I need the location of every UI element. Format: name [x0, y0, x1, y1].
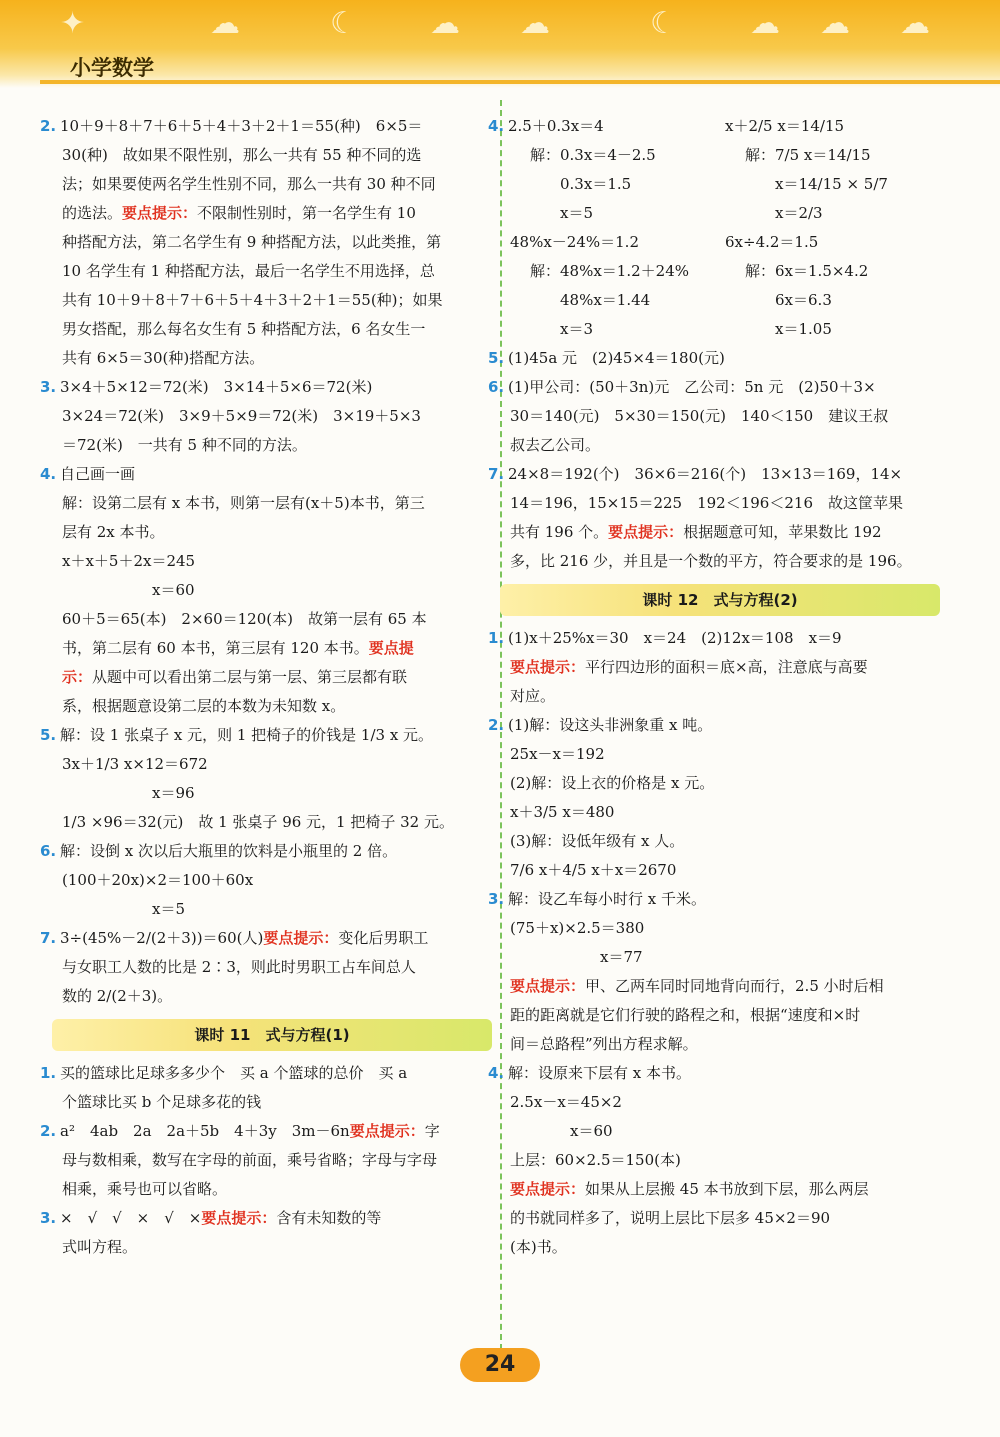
- page-header: [0, 0, 1000, 88]
- answer-text: (1)x＋25%x＝30 x＝24 (2)12x＝108 x＝9: [508, 629, 842, 647]
- answer-line: [488, 624, 940, 653]
- answer-line: [40, 373, 492, 402]
- answer-line: [62, 634, 492, 663]
- tip-text: 变化后男职工: [338, 929, 429, 947]
- answer-line: [40, 924, 492, 953]
- answer-line: [510, 653, 940, 682]
- answer-line: [510, 1001, 940, 1030]
- answer-line: [62, 344, 492, 373]
- answer-text: 上层：60×2.5＝150(本): [510, 1151, 681, 1169]
- question-number: 4.: [488, 1064, 505, 1082]
- page-number: 24: [460, 1348, 540, 1382]
- answer-line: [510, 402, 940, 431]
- equation-line: [725, 315, 940, 344]
- answer-text: x＝96: [152, 784, 195, 802]
- answer-text: 30＝140(元) 5×30＝150(元) 140＜150 建议王叔: [510, 407, 889, 425]
- key-tip-label: 要点提示：: [510, 977, 586, 995]
- answer-text: 解：设乙车每小时行 x 千米。: [508, 890, 706, 908]
- equation-line: [725, 141, 940, 170]
- header-rule: [40, 80, 1000, 84]
- cloud-icon: ☁: [210, 6, 240, 41]
- answer-text: a² 4ab 2a 2a＋5b 4＋3y 3m－6n: [60, 1122, 350, 1140]
- equation-step: 2.5＋0.3x＝4: [508, 117, 604, 135]
- answer-line: [510, 1030, 940, 1059]
- answer-text: 7/6 x＋4/5 x＋x＝2670: [510, 861, 677, 879]
- answer-text: 式叫方程。: [62, 1238, 138, 1256]
- key-tip-label: 要点提: [368, 639, 414, 657]
- answer-text: (本)书。: [510, 1238, 567, 1256]
- equation-grid-top: [488, 112, 940, 228]
- equation-step: x＝3: [560, 320, 594, 338]
- answer-text: (100＋20x)×2＝100＋60x: [62, 871, 254, 889]
- equation-line: [725, 112, 940, 141]
- answer-line: [62, 199, 492, 228]
- answer-text: (1)解：设这头非洲象重 x 吨。: [508, 716, 713, 734]
- answer-line: [488, 885, 940, 914]
- equation-step: x＝1.05: [775, 320, 832, 338]
- equation-step: 解：7/5 x＝14/15: [745, 146, 871, 164]
- question-number: 7.: [488, 465, 505, 483]
- subject-title: 小学数学: [70, 56, 154, 80]
- answer-line: [510, 1233, 940, 1262]
- answer-text: (1)甲公司：(50＋3n)元 乙公司：5n 元 (2)50＋3×: [508, 378, 876, 396]
- answer-line: [62, 692, 492, 721]
- answer-text: 层有 2x 本书。: [62, 523, 165, 541]
- answer-text: 距的距离就是它们行驶的路程之和，根据“速度和×时: [510, 1006, 861, 1024]
- question-number: 6.: [40, 842, 57, 860]
- answer-line: [62, 1175, 492, 1204]
- answer-line: [510, 798, 940, 827]
- answer-line: [62, 663, 492, 692]
- answer-line: [510, 914, 940, 943]
- equation-line: [725, 257, 940, 286]
- equation-block-4b: [725, 112, 940, 228]
- equation-block-4a: [488, 112, 725, 228]
- answer-text: 间＝总路程”列出方程求解。: [510, 1035, 698, 1053]
- equation-step: 解：6x＝1.5×4.2: [745, 262, 869, 280]
- answer-text: 14＝196，15×15＝225 192＜196＜216 故这筐苹果: [510, 494, 903, 512]
- equation-step: 48%x＝1.44: [560, 291, 651, 309]
- answer-text: x＋3/5 x＝480: [510, 803, 615, 821]
- answer-line: [510, 856, 940, 885]
- answer-line: [62, 170, 492, 199]
- answer-text: 共有 10＋9＋8＋7＋6＋5＋4＋3＋2＋1＝55(种)；如果: [62, 291, 443, 309]
- answer-line: [62, 982, 492, 1011]
- tip-text: 不限制性别时，第一名学生有 10: [197, 204, 416, 222]
- key-tip-label: 要点提示：: [349, 1122, 425, 1140]
- answer-line: [510, 972, 940, 1001]
- question-number: 4.: [488, 117, 505, 135]
- answer-text: 与女职工人数的比是 2∶3，则此时男职工占车间总人: [62, 958, 416, 976]
- answer-line: [62, 779, 492, 808]
- answer-text: 书，第二层有 60 本书，第三层有 120 本书。: [62, 639, 369, 657]
- answer-line: [62, 1088, 492, 1117]
- answer-text: 10＋9＋8＋7＋6＋5＋4＋3＋2＋1＝55(种) 6×5＝: [60, 117, 423, 135]
- answer-text: 解：设 1 张桌子 x 元，则 1 把椅子的价钱是 1/3 x 元。: [60, 726, 434, 744]
- answer-text: 1/3 ×96＝32(元) 故 1 张桌子 96 元，1 把椅子 32 元。: [62, 813, 454, 831]
- moon-icon: ☾: [650, 6, 677, 41]
- tip-text: 从题中可以看出第二层与第一层、第三层都有联: [92, 668, 408, 686]
- answer-line: [62, 1233, 492, 1262]
- answer-text: 3x＋1/3 x×12＝672: [62, 755, 208, 773]
- equation-step: x＝14/15 × 5/7: [775, 175, 888, 193]
- answer-line: [62, 576, 492, 605]
- answer-text: 60＋5＝65(本) 2×60＝120(本) 故第一层有 65 本: [62, 610, 427, 628]
- answer-line: [62, 431, 492, 460]
- question-number: 6.: [488, 378, 505, 396]
- answer-text: 自己画一画: [60, 465, 136, 483]
- equation-step: 6x＝6.3: [775, 291, 832, 309]
- answer-text: (75＋x)×2.5＝380: [510, 919, 645, 937]
- answer-text: 解：设倒 x 次以后大瓶里的饮料是小瓶里的 2 倍。: [60, 842, 398, 860]
- question-number: 5.: [488, 349, 505, 367]
- answer-text: 24×8＝192(个) 36×6＝216(个) 13×13＝169，14×: [508, 465, 903, 483]
- answer-line: [62, 895, 492, 924]
- equation-line: [510, 141, 725, 170]
- lesson-banner: 课时 12 式与方程(2): [500, 584, 940, 616]
- answer-text: ＝72(米) 一共有 5 种不同的方法。: [62, 436, 307, 454]
- answer-line: [62, 953, 492, 982]
- tip-text: 根据题意可知，苹果数比 192: [683, 523, 882, 541]
- right-answers: [488, 344, 940, 1262]
- answer-text: 法；如果要使两名学生性别不同，那么一共有 30 种不同: [62, 175, 436, 193]
- answer-line: [62, 228, 492, 257]
- answer-line: [40, 721, 492, 750]
- answer-line: [488, 460, 940, 489]
- answer-line: [40, 112, 492, 141]
- question-number: 3.: [40, 378, 57, 396]
- key-tip-label: 要点提示：: [510, 1180, 586, 1198]
- right-column: [488, 112, 940, 1262]
- equation-line: [510, 170, 725, 199]
- key-tip-label: 要点提示：: [510, 658, 586, 676]
- answer-text: 多，比 216 少，并且是一个数的平方，符合要求的是 196。: [510, 552, 912, 570]
- answer-line: [510, 547, 940, 576]
- answer-line: [62, 286, 492, 315]
- answer-line: [510, 1146, 940, 1175]
- equation-line: [510, 286, 725, 315]
- answer-line: [62, 315, 492, 344]
- answer-text: 叔去乙公司。: [510, 436, 601, 454]
- question-number: 5.: [40, 726, 57, 744]
- equation-step: 6x÷4.2＝1.5: [725, 233, 819, 251]
- equation-line: [725, 286, 940, 315]
- answer-text: 解：设原来下层有 x 本书。: [508, 1064, 691, 1082]
- answer-line: [40, 1059, 492, 1088]
- answer-line: [40, 1117, 492, 1146]
- answer-text: 3×4＋5×12＝72(米) 3×14＋5×6＝72(米): [60, 378, 373, 396]
- question-number: 2.: [488, 716, 505, 734]
- answer-line: [488, 1059, 940, 1088]
- question-number: 1.: [488, 629, 505, 647]
- answer-line: [510, 827, 940, 856]
- equation-step: x＝5: [560, 204, 594, 222]
- question-number: 3.: [488, 890, 505, 908]
- equation-line: [510, 257, 725, 286]
- tip-text: 含有未知数的等: [276, 1209, 382, 1227]
- tip-text: 字: [424, 1122, 440, 1140]
- question-number: 7.: [40, 929, 57, 947]
- answer-text: 对应。: [510, 687, 556, 705]
- star-icon: ✦: [60, 6, 86, 41]
- answer-line: [40, 1204, 492, 1233]
- answer-line: [510, 489, 940, 518]
- equation-step: 0.3x＝1.5: [560, 175, 632, 193]
- equation-step: 解：48%x＝1.2＋24%: [530, 262, 689, 280]
- equation-step: 解：0.3x＝4－2.5: [530, 146, 656, 164]
- key-tip-label: 示：: [62, 668, 93, 686]
- cloud-icon: ☁: [900, 6, 930, 41]
- answer-line: [62, 547, 492, 576]
- answer-line: [62, 1146, 492, 1175]
- answer-line: [488, 373, 940, 402]
- answer-line: [510, 1088, 940, 1117]
- answer-text: 的书就同样多了，说明上层比下层多 45×2＝90: [510, 1209, 831, 1227]
- answer-text: 解：设第二层有 x 本书，则第一层有(x＋5)本书，第三: [62, 494, 425, 512]
- question-number: 2.: [40, 1122, 57, 1140]
- question-number: 4.: [40, 465, 57, 483]
- equation-step: 48%x－24%＝1.2: [510, 233, 639, 251]
- answer-text: 数的 2/(2＋3)。: [62, 987, 173, 1005]
- answer-line: [488, 344, 940, 373]
- key-tip-label: 要点提示：: [263, 929, 339, 947]
- answer-text: 30(种) 故如果不限性别，那么一共有 55 种不同的选: [62, 146, 422, 164]
- question-number: 2.: [40, 117, 57, 135]
- answer-text: 相乘，乘号也可以省略。: [62, 1180, 228, 1198]
- answer-line: [510, 431, 940, 460]
- answer-line: [40, 460, 492, 489]
- answer-line: [510, 1175, 940, 1204]
- answer-line: [62, 257, 492, 286]
- key-tip-label: 要点提示：: [608, 523, 684, 541]
- answer-text: 共有 6×5＝30(种)搭配方法。: [62, 349, 265, 367]
- equation-block-4d: [725, 228, 940, 344]
- answer-text: 3×24＝72(米) 3×9＋5×9＝72(米) 3×19＋5×3: [62, 407, 421, 425]
- lesson-banner: 课时 11 式与方程(1): [52, 1019, 492, 1051]
- answer-text: 共有 196 个。: [510, 523, 609, 541]
- answer-text: 种搭配方法，第二名学生有 9 种搭配方法，以此类推，第: [62, 233, 442, 251]
- question-number: 1.: [40, 1064, 57, 1082]
- answer-line: [510, 1204, 940, 1233]
- answer-line: [62, 808, 492, 837]
- answer-text: x＝77: [600, 948, 643, 966]
- cloud-icon: ☁: [430, 6, 460, 41]
- equation-step: x＋2/5 x＝14/15: [725, 117, 845, 135]
- equation-line: [510, 228, 725, 257]
- answer-line: [510, 769, 940, 798]
- answer-text: 的选法。: [62, 204, 123, 222]
- tip-text: 甲、乙两车同时同地背向而行，2.5 小时后相: [585, 977, 884, 995]
- cloud-icon: ☁: [520, 6, 550, 41]
- answer-line: [62, 489, 492, 518]
- answer-text: 母与数相乘，数写在字母的前面，乘号省略；字母与字母: [62, 1151, 438, 1169]
- equation-line: [725, 199, 940, 228]
- answer-text: (1)45a 元 (2)45×4＝180(元): [508, 349, 725, 367]
- question-number: 3.: [40, 1209, 57, 1227]
- answer-text: 3÷(45%－2/(2＋3))＝60(人): [60, 929, 264, 947]
- equation-line: [725, 170, 940, 199]
- answer-text: × √ √ × √ ×: [60, 1209, 202, 1227]
- answer-line: [488, 711, 940, 740]
- answer-text: 买的篮球比足球多多少个 买 a 个篮球的总价 买 a: [60, 1064, 408, 1082]
- key-tip-label: 要点提示：: [122, 204, 198, 222]
- equation-grid-bottom: [510, 228, 940, 344]
- answer-text: 个篮球比买 b 个足球多花的钱: [62, 1093, 262, 1111]
- equation-line: [725, 228, 940, 257]
- answer-line: [510, 682, 940, 711]
- answer-line: [62, 605, 492, 634]
- answer-text: (2)解：设上衣的价格是 x 元。: [510, 774, 715, 792]
- answer-text: 2.5x－x＝45×2: [510, 1093, 622, 1111]
- equation-block-4c: [510, 228, 725, 344]
- left-column: [40, 112, 492, 1262]
- tip-text: 平行四边形的面积＝底×高，注意底与高要: [585, 658, 868, 676]
- answer-line: [510, 518, 940, 547]
- answer-line: [62, 141, 492, 170]
- answer-line: [510, 943, 940, 972]
- cloud-icon: ☁: [750, 6, 780, 41]
- answer-line: [40, 837, 492, 866]
- answer-line: [510, 1117, 940, 1146]
- tip-text: 如果从上层搬 45 本书放到下层，那么两层: [585, 1180, 869, 1198]
- moon-icon: ☾: [330, 6, 357, 41]
- equation-line: [510, 315, 725, 344]
- answer-text: 系，根据题意设第二层的本数为未知数 x。: [62, 697, 346, 715]
- answer-line: [62, 750, 492, 779]
- answer-line: [62, 866, 492, 895]
- answer-text: 男女搭配，那么每名女生有 5 种搭配方法，6 名女生一: [62, 320, 426, 338]
- equation-step: x＝2/3: [775, 204, 823, 222]
- key-tip-label: 要点提示：: [201, 1209, 277, 1227]
- answer-line: [510, 740, 940, 769]
- answer-line: [62, 402, 492, 431]
- answer-text: x＝5: [152, 900, 186, 918]
- answer-text: x＝60: [570, 1122, 613, 1140]
- answer-text: (3)解：设低年级有 x 人。: [510, 832, 685, 850]
- equation-line: [510, 199, 725, 228]
- equation-line: [488, 112, 725, 141]
- answer-text: 25x－x＝192: [510, 745, 605, 763]
- answer-line: [62, 518, 492, 547]
- answer-text: x＝60: [152, 581, 195, 599]
- answer-text: x＋x＋5＋2x＝245: [62, 552, 196, 570]
- answer-text: 10 名学生有 1 种搭配方法，最后一名学生不用选择，总: [62, 262, 435, 280]
- cloud-icon: ☁: [820, 6, 850, 41]
